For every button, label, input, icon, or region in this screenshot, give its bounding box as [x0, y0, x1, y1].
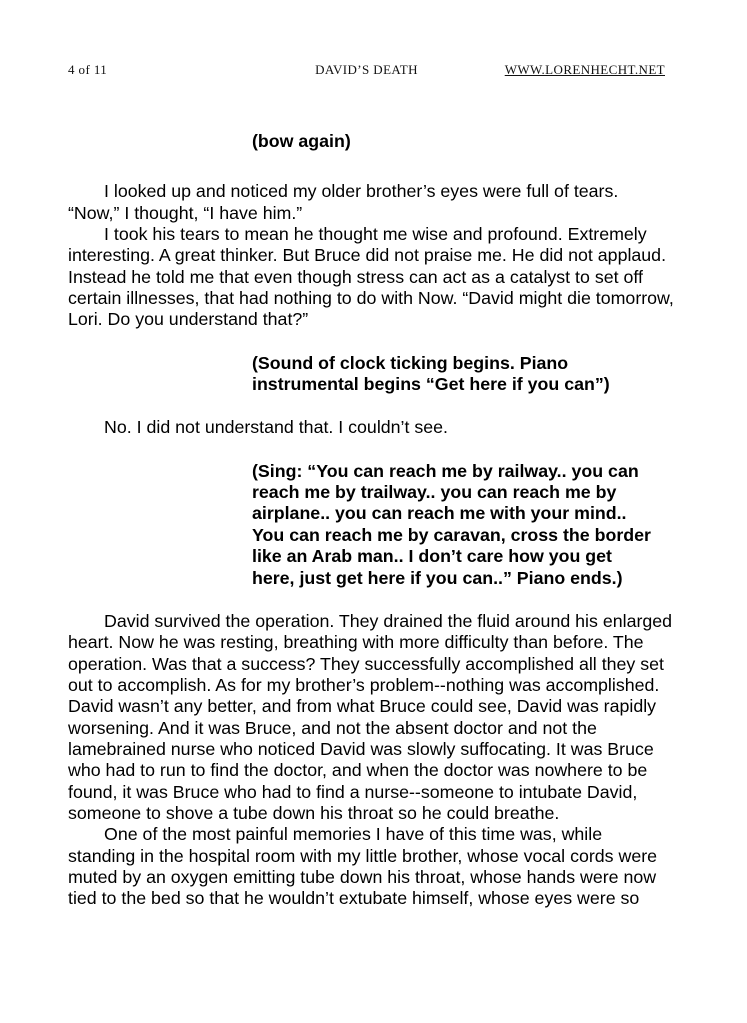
page-number: 4 of 11: [68, 62, 108, 77]
paragraph-operation: David survived the operation. They drained the fluid around his enlarged heart. Now he was resting, breathing with more difficulty than before. The operation. Was that a success? They successfully accomplished all they set out to accomplish. As for my brother’s problem--nothing was accomplished. David wasn’t any better, and from what Bruce could see, David was rapidly worsening. And it was Bruce, and not the absent doctor and not the lamebrained nurse who noticed David was slowly suffocating. It was Bruce who had to run to find the doctor, and when the doctor was nowhere to be found, it was Bruce who had to find a nurse--someone to intubate David, someone to shove a tube down his throat so he could breathe.: [68, 610, 673, 823]
paragraph-painful-memories: One of the most painful memories I have of this time was, while standing in the hospital room with my little brother, whose vocal cords were muted by an oxygen emitting tube down his throat, whose hands were now tied to the bed so that he wouldn’t extubate himself, whose eyes were so: [68, 824, 658, 909]
page-header: [68, 62, 665, 78]
paragraph-bruce-warning: I took his tears to mean he thought me wise and profound. Extremely interesting. A great thinker. But Bruce did not praise me. He did not applaud. Instead he told me that even though stress can act as a catalyst to set off certain illnesses, that had nothing to do with Now. “David might die tomorrow, Lori. Do you understand that?”: [68, 224, 674, 330]
header-right-slot: [478, 62, 665, 78]
stage-direction-clock-piano: (Sound of clock ticking begins. Piano instrumental begins “Get here if you can”): [252, 352, 610, 395]
script-body: [68, 131, 674, 910]
stage-direction-sing: (Sing: “You can reach me by railway.. you can reach me by trailway.. you can reach me by airplane.. you can reach me with your mind.. You can reach me by caravan, cross the border like an Arab man.. I don’t care how you get here, just get here if you can..” Piano ends.): [252, 460, 651, 588]
stage-direction-bow: (bow again): [252, 131, 351, 151]
paragraph-couldnt-see: No. I did not understand that. I couldn’t see.: [104, 417, 448, 438]
website-link[interactable]: WWW.LORENHECHT.NET: [504, 62, 665, 77]
paragraph-tears: I looked up and noticed my older brother’s eyes were full of tears. “Now,” I thought, “I have him.”: [68, 181, 619, 223]
document-title: DAVID’S DEATH: [315, 62, 418, 77]
